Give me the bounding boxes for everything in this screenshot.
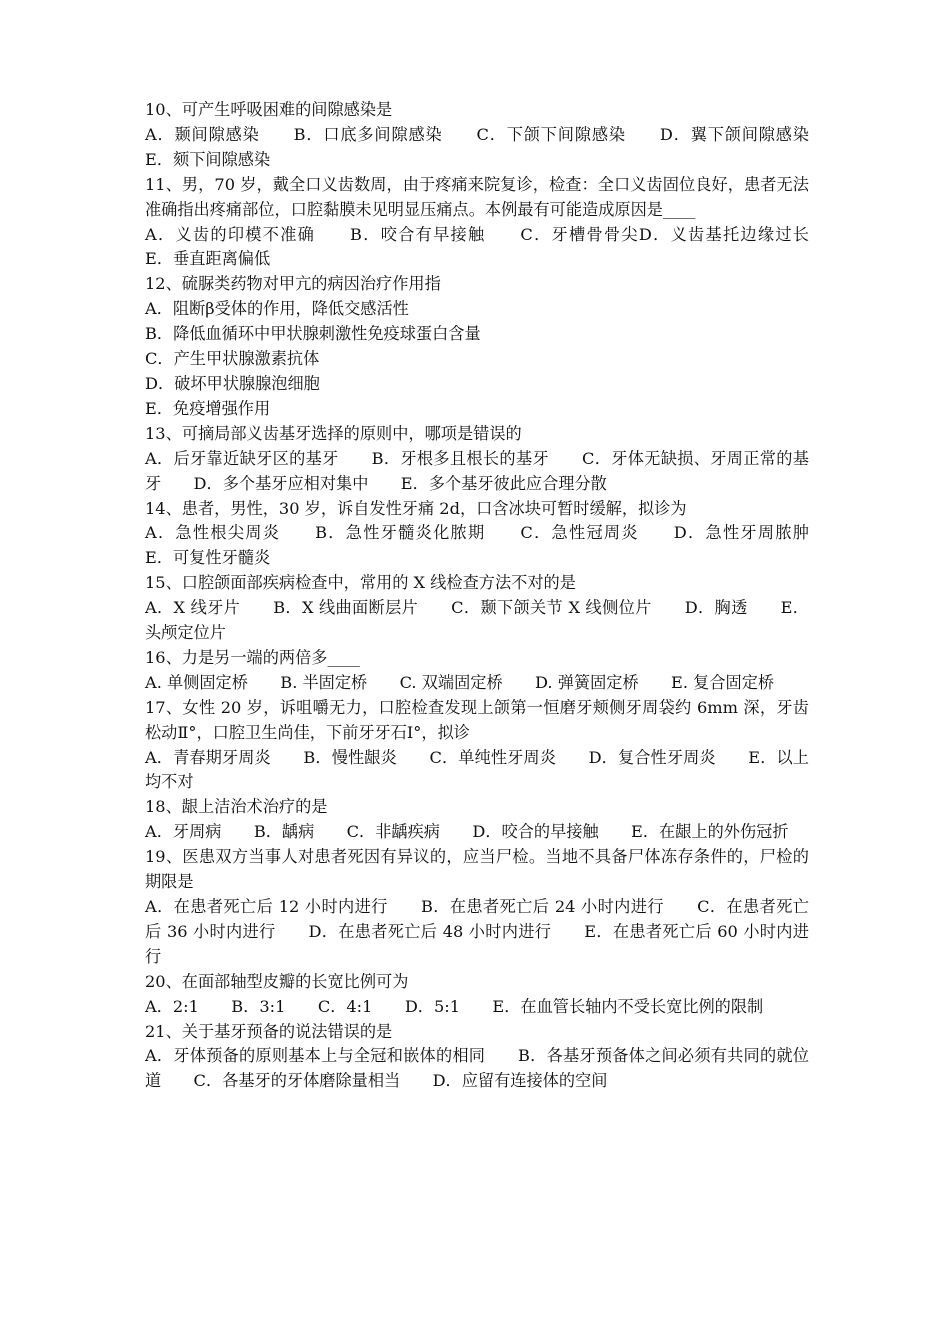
question-option-e: E．免疫增强作用 (145, 398, 271, 418)
question-stem: 14、患者，男性，30 岁，诉自发性牙痛 2d，口含冰块可暂时缓解，拟诊为 (145, 498, 687, 518)
question-10 (145, 98, 842, 173)
question-option-c: C．产生甲状腺激素抗体 (145, 349, 320, 369)
question-options: A．急性根尖周炎 B．急性牙髓炎化脓期 C．急性冠周炎 D．急性牙周脓肿 E．可复性牙髓炎 (145, 523, 842, 568)
question-options: A．X 线牙片 B．X 线曲面断层片 C．颞下颌关节 X 线侧位片 D．胸透 E．头颅定位片 (145, 598, 809, 643)
question-stem: 18、龈上洁治术治疗的是 (145, 797, 328, 817)
question-stem: 10、可产生呼吸困难的间隙感染是 (145, 100, 393, 119)
question-stem: 13、可摘局部义齿基牙选择的原则中，哪项是错误的 (145, 423, 522, 443)
question-stem: 19、医患双方当事人对患者死因有异议的，应当尸检。当地不具备尸体冻存条件的，尸检的期限是 (145, 847, 809, 892)
question-stem: 15、口腔颌面部疾病检查中，常用的 X 线检查方法不对的是 (145, 573, 576, 593)
question-stem: 16、力是另一端的两倍多____ (145, 647, 360, 667)
question-options: A．牙周病 B．龋病 C．非龋疾病 D．咬合的早接触 E．在龈上的外伤冠折 (145, 822, 789, 842)
question-options: A. 单侧固定桥 B. 半固定桥 C. 双端固定桥 D. 弹簧固定桥 E. 复合固定桥 (145, 672, 775, 692)
question-12 (145, 272, 809, 421)
question-19 (145, 845, 809, 970)
question-16 (145, 646, 809, 696)
question-options: A．义齿的印模不准确 B．咬合有早接触 C．牙槽骨骨尖D．义齿基托边缘过长 E．垂直距离偏低 (145, 224, 842, 269)
question-options: A．颞间隙感染 B．口底多间隙感染 C．下颌下间隙感染 D．翼下颌间隙感染 E．颏下间隙感染 (145, 124, 842, 169)
question-stem: 11、男，70 岁，戴全口义齿数周，由于疼痛来院复诊，检查：全口义齿固位良好，患者无法准确指出疼痛部位，口腔黏膜未见明显压痛点。本例最有可能造成原因是____ (145, 174, 809, 219)
question-options: A．后牙靠近缺牙区的基牙 B．牙根多且根长的基牙 C．牙体无缺损、牙周正常的基牙 D．多个基牙应相对集中 E．多个基牙彼此应合理分散 (145, 448, 809, 493)
question-11 (145, 173, 842, 273)
question-option-b: B．降低血循环中甲状腺刺激性免疫球蛋白含量 (145, 324, 481, 344)
question-17 (145, 696, 809, 796)
question-13 (145, 422, 809, 497)
question-options: A．2:1 B．3:1 C．4:1 D．5:1 E．在血管长轴内不受长宽比例的限制 (145, 996, 764, 1016)
question-options: A．青春期牙周炎 B．慢性龈炎 C．单纯性牙周炎 D．复合性牙周炎 E．以上均不对 (145, 747, 809, 792)
question-stem: 17、女性 20 岁，诉咀嚼无力，口腔检查发现上颌第一恒磨牙颊侧牙周袋约 6mm 深，牙齿松动Ⅱ°，口腔卫生尚佳，下前牙牙石Ⅰ°，拟诊 (145, 697, 809, 742)
question-option-a: A．阻断β受体的作用，降低交感活性 (145, 299, 409, 319)
question-20 (145, 970, 809, 1020)
question-options: A．在患者死亡后 12 小时内进行 B．在患者死亡后 24 小时内进行 C．在患者死亡后 36 小时内进行 D．在患者死亡后 48 小时内进行 E．在患者死亡后 60 小时内进行 (145, 897, 809, 966)
question-stem: 21、关于基牙预备的说法错误的是 (145, 1021, 393, 1041)
question-options: A．牙体预备的原则基本上与全冠和嵌体的相同 B．各基牙预备体之间必须有共同的就位道 C．各基牙的牙体磨除量相当 D．应留有连接体的空间 (145, 1046, 809, 1091)
document-page (145, 98, 842, 1094)
question-14 (145, 497, 842, 572)
question-option-d: D．破坏甲状腺腺泡细胞 (145, 373, 320, 393)
question-18 (145, 795, 809, 845)
question-21 (145, 1020, 809, 1095)
question-stem: 12、硫脲类药物对甲亢的病因治疗作用指 (145, 274, 441, 294)
question-stem: 20、在面部轴型皮瓣的长宽比例可为 (145, 971, 409, 991)
question-15 (145, 571, 809, 646)
